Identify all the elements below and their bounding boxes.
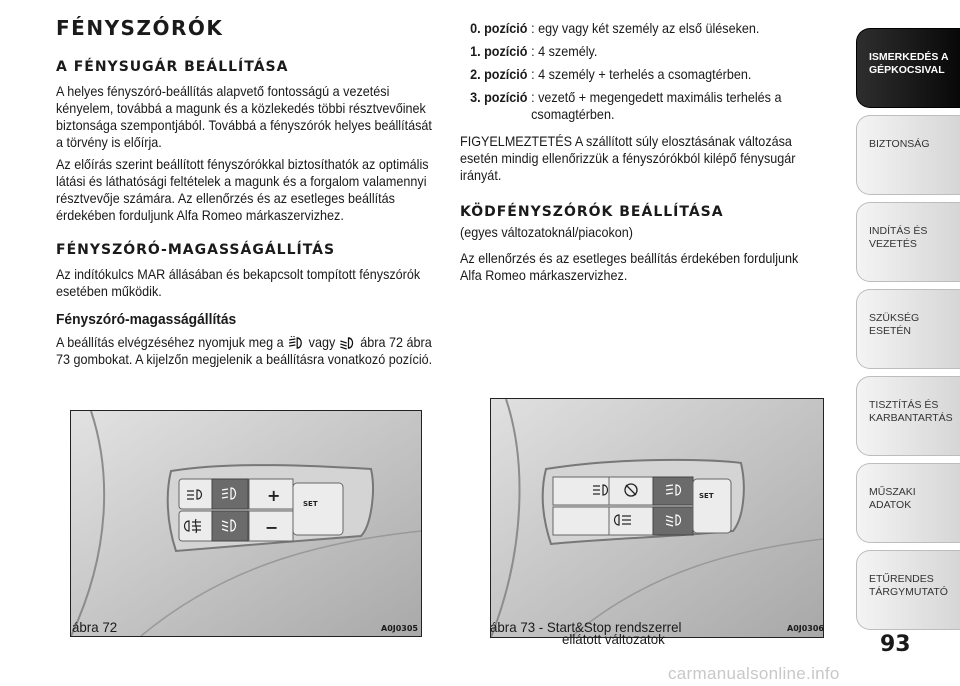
position-row bbox=[460, 43, 820, 60]
tab-emergency[interactable]: SZÜKSÉG ESETÉN bbox=[856, 289, 960, 369]
text: ábra 72 ábra 73 gombokat. A kijelzőn megjelenik a beállításra vonatkozó pozíció. bbox=[56, 334, 433, 367]
figure-73-caption-line2: ellátott változatok bbox=[562, 631, 665, 647]
position-label: 3. pozíció bbox=[470, 89, 528, 105]
tab-technical-data[interactable]: MŰSZAKI ADATOK bbox=[856, 463, 960, 543]
chapter-tabs bbox=[856, 28, 960, 637]
position-desc: : vezető + megengedett maximális terhelés a csomagtérben. bbox=[531, 89, 782, 122]
tab-getting-to-know[interactable]: ISMERKEDÉS A GÉPKOCSIVAL bbox=[856, 28, 960, 108]
position-row bbox=[460, 89, 820, 123]
watermark-text: carmanualsonline.info bbox=[668, 664, 840, 683]
section-heading-leveling: FÉNYSZÓRÓ-MAGASSÁGÁLLÍTÁS bbox=[56, 242, 336, 258]
position-label: 1. pozíció bbox=[470, 43, 528, 59]
figure-72-image bbox=[70, 410, 422, 637]
minus-label: − bbox=[265, 518, 279, 537]
right-column bbox=[460, 20, 820, 289]
section-heading-fog: KÖDFÉNYSZÓRÓK BEÁLLÍTÁSA bbox=[460, 204, 724, 220]
tab-safety[interactable]: BIZTONSÁG bbox=[856, 115, 960, 195]
tab-starting-driving[interactable]: INDÍTÁS ÉS VEZETÉS bbox=[856, 202, 960, 282]
figure-73-image bbox=[490, 398, 824, 638]
plus-label: + bbox=[267, 486, 281, 505]
tab-maintenance[interactable]: TISZTÍTÁS ÉS KARBANTARTÁS bbox=[856, 376, 960, 456]
headlight-up-icon bbox=[287, 336, 305, 350]
position-row bbox=[460, 20, 820, 37]
paragraph: Az ellenőrzés és az esetleges beállítás érdekében forduljunk Alfa Romeo márkaszervizhez. bbox=[460, 250, 799, 283]
subheading: Fényszóró-magasságállítás bbox=[56, 311, 237, 328]
position-desc: : egy vagy két személy az első üléseken. bbox=[531, 20, 760, 36]
position-desc: : 4 személy + terhelés a csomagtérben. bbox=[531, 66, 752, 82]
section-heading-beam: A FÉNYSUGÁR BEÁLLÍTÁSA bbox=[56, 59, 289, 75]
left-column bbox=[56, 16, 441, 373]
position-row bbox=[460, 66, 820, 83]
control-panel-illustration bbox=[491, 399, 823, 637]
text: A beállítás elvégzéséhez nyomjuk meg a bbox=[56, 334, 284, 350]
paragraph: Az indítókulcs MAR állásában és bekapcsolt tompított fényszórók esetében működik. bbox=[56, 266, 421, 299]
tab-index[interactable]: ETŰRENDES TÁRGYMUTATÓ bbox=[856, 550, 960, 630]
subtext: (egyes változatoknál/piacokon) bbox=[460, 224, 634, 240]
control-panel-illustration bbox=[71, 411, 421, 636]
figure-73-caption-line1: ábra 73 - Start&Stop rendszerrel bbox=[490, 619, 682, 635]
page-title: FÉNYSZÓRÓK bbox=[56, 16, 224, 40]
headlight-down-icon bbox=[339, 336, 357, 350]
position-label: 2. pozíció bbox=[470, 66, 528, 82]
paragraph-instructions bbox=[56, 334, 439, 368]
set-label: SET bbox=[303, 500, 318, 508]
warning-paragraph: FIGYELMEZTETÉS A szállított súly elosztásának változása esetén mindig ellenőrizzük a fényszórókból kilépő fénysugár irányát. bbox=[460, 133, 796, 183]
text: vagy bbox=[308, 334, 336, 350]
paragraph: A helyes fényszóró-beállítás alapvető fontosságú a vezetési kényelem, továbbá a magunk és a közlekedés többi résztvevőinek biztonsága szempontjából. Továbbá a fényszórók helyes beállítását a törvény is előírja. bbox=[56, 83, 432, 150]
set-label: SET bbox=[699, 492, 714, 500]
position-desc: : 4 személy. bbox=[531, 43, 598, 59]
figure-72-caption: ábra 72 bbox=[72, 619, 118, 635]
paragraph: Az előírás szerint beállított fényszórókkal biztosíthatók az optimális látási és láthatósági feltételek a magunk és a forgalom valamennyi résztvevője számára. Az ellenőrzés és az esetleges beállítás érdekében forduljunk Alfa Romeo márkaszervizhez. bbox=[56, 156, 429, 223]
page-number: 93 bbox=[880, 632, 911, 657]
figure-73-code: A0J0306 bbox=[787, 624, 824, 633]
figure-72-code: A0J0305 bbox=[381, 624, 418, 633]
position-label: 0. pozíció bbox=[470, 20, 528, 36]
